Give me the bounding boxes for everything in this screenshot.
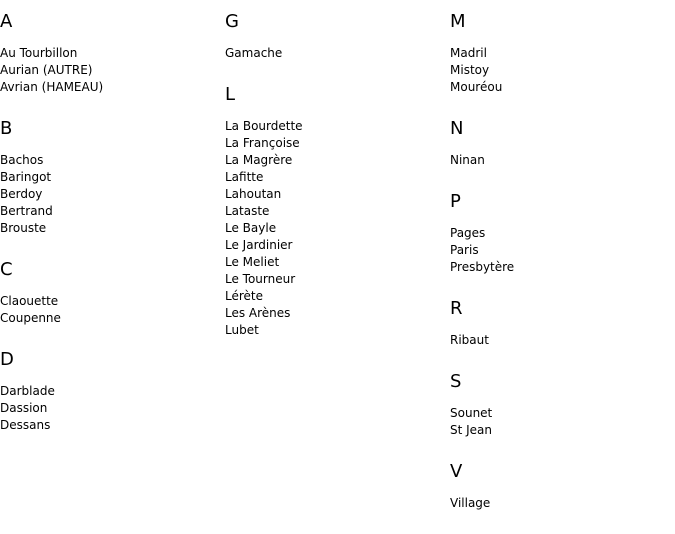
place-link[interactable]: Darblade [0,384,55,398]
place-list [0,383,215,434]
place-list [450,152,665,169]
place-list [450,405,665,439]
place-link[interactable]: La Magrère [225,153,293,167]
place-list [450,495,665,512]
place-link[interactable]: St Jean [450,423,493,437]
place-link[interactable]: Claouette [0,294,59,308]
place-link[interactable]: Le Jardinier [225,238,293,252]
place-link[interactable]: Avrian (HAMEAU) [0,80,104,94]
place-link[interactable]: Paris [450,243,479,257]
letter-group-g [225,11,440,62]
place-link[interactable]: Lafitte [225,170,264,184]
place-link[interactable]: Coupenne [0,311,61,325]
place-link[interactable]: Gamache [225,46,283,60]
index-column-3 [450,11,665,534]
place-link[interactable]: Berdoy [0,187,43,201]
place-link[interactable]: Lérète [225,289,263,303]
place-list [0,152,215,237]
index-column-1 [0,11,215,456]
place-link[interactable]: La Bourdette [225,119,303,133]
place-link[interactable]: Lataste [225,204,270,218]
place-link[interactable]: Bachos [0,153,44,167]
letter-group-n [450,118,665,169]
place-link[interactable]: Le Tourneur [225,272,296,286]
place-list [0,293,215,327]
place-link[interactable]: Presbytère [450,260,515,274]
letter-heading: C [0,259,13,280]
place-link[interactable]: Pages [450,226,486,240]
letter-group-l [225,84,440,339]
letter-heading: P [450,191,461,212]
letter-group-d [0,349,215,434]
index-column-2 [225,11,440,361]
place-link[interactable]: Ribaut [450,333,489,347]
place-link[interactable]: Le Meliet [225,255,280,269]
letter-heading: A [0,11,13,32]
letter-heading: R [450,298,463,319]
letter-heading: V [450,461,463,482]
place-link[interactable]: Mouréou [450,80,503,94]
place-link[interactable]: Madril [450,46,487,60]
place-link[interactable]: Aurian (AUTRE) [0,63,93,77]
letter-heading: G [225,11,239,32]
letter-group-c [0,259,215,327]
place-link[interactable]: Mistoy [450,63,490,77]
letter-heading: L [225,84,236,105]
place-list [450,332,665,349]
place-list [225,45,440,62]
place-link[interactable]: Lubet [225,323,259,337]
letter-group-a [0,11,215,96]
place-link[interactable]: Au Tourbillon [0,46,78,60]
letter-group-r [450,298,665,349]
letter-group-s [450,371,665,439]
letter-group-b [0,118,215,237]
letter-heading: D [0,349,14,370]
place-link[interactable]: Brouste [0,221,47,235]
place-list [0,45,215,96]
place-link[interactable]: Dessans [0,418,51,432]
letter-heading: S [450,371,462,392]
place-list [450,45,665,96]
place-link[interactable]: Ninan [450,153,485,167]
letter-group-p [450,191,665,276]
place-link[interactable]: Dassion [0,401,48,415]
letter-heading: B [0,118,13,139]
place-link[interactable]: Bertrand [0,204,53,218]
letter-group-v [450,461,665,512]
letter-group-m [450,11,665,96]
letter-heading: N [450,118,464,139]
place-link[interactable]: Sounet [450,406,493,420]
place-link[interactable]: La Françoise [225,136,300,150]
place-list [225,118,440,339]
place-link[interactable]: Le Bayle [225,221,277,235]
place-list [450,225,665,276]
place-link[interactable]: Village [450,496,491,510]
place-link[interactable]: Lahoutan [225,187,282,201]
place-link[interactable]: Baringot [0,170,52,184]
letter-heading: M [450,11,466,32]
place-link[interactable]: Les Arènes [225,306,291,320]
